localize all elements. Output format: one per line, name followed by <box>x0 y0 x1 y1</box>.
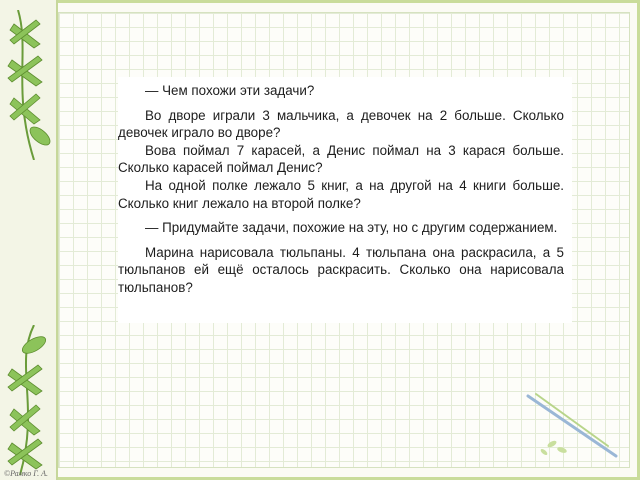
task-3: На одной полке лежало 5 книг, а на другой на 4 книги больше. Сколько книг лежало на второй полке? <box>118 177 564 211</box>
leaf-vine-icon <box>0 10 58 160</box>
leaf-vine-icon <box>0 325 58 475</box>
leaf-sprig-icon <box>540 439 568 456</box>
pencil-icon <box>522 392 622 462</box>
author-credit: ©Рамко Г. А. <box>4 469 49 478</box>
task-2: Вова поймал 7 карасей, а Денис поймал на 3 карася больше. Сколько карасей поймал Денис? <box>118 142 564 176</box>
left-decorative-strip <box>0 0 58 480</box>
question-line: — Чем похожи эти задачи? <box>145 83 315 98</box>
textbook-text <box>118 82 564 297</box>
instruction-line: — Придумайте задачи, похожие на эту, но с другим содержанием. <box>145 220 558 236</box>
task-1: Во дворе играли 3 мальчика, а девочек на 2 больше. Сколько девочек играло во дворе? <box>118 107 564 141</box>
task-4: Марина нарисовала тюльпаны. 4 тюльпана она раскрасила, а 5 тюльпанов ей ещё осталось раскрасить. Сколько она нарисовала тюльпанов? <box>118 244 564 295</box>
